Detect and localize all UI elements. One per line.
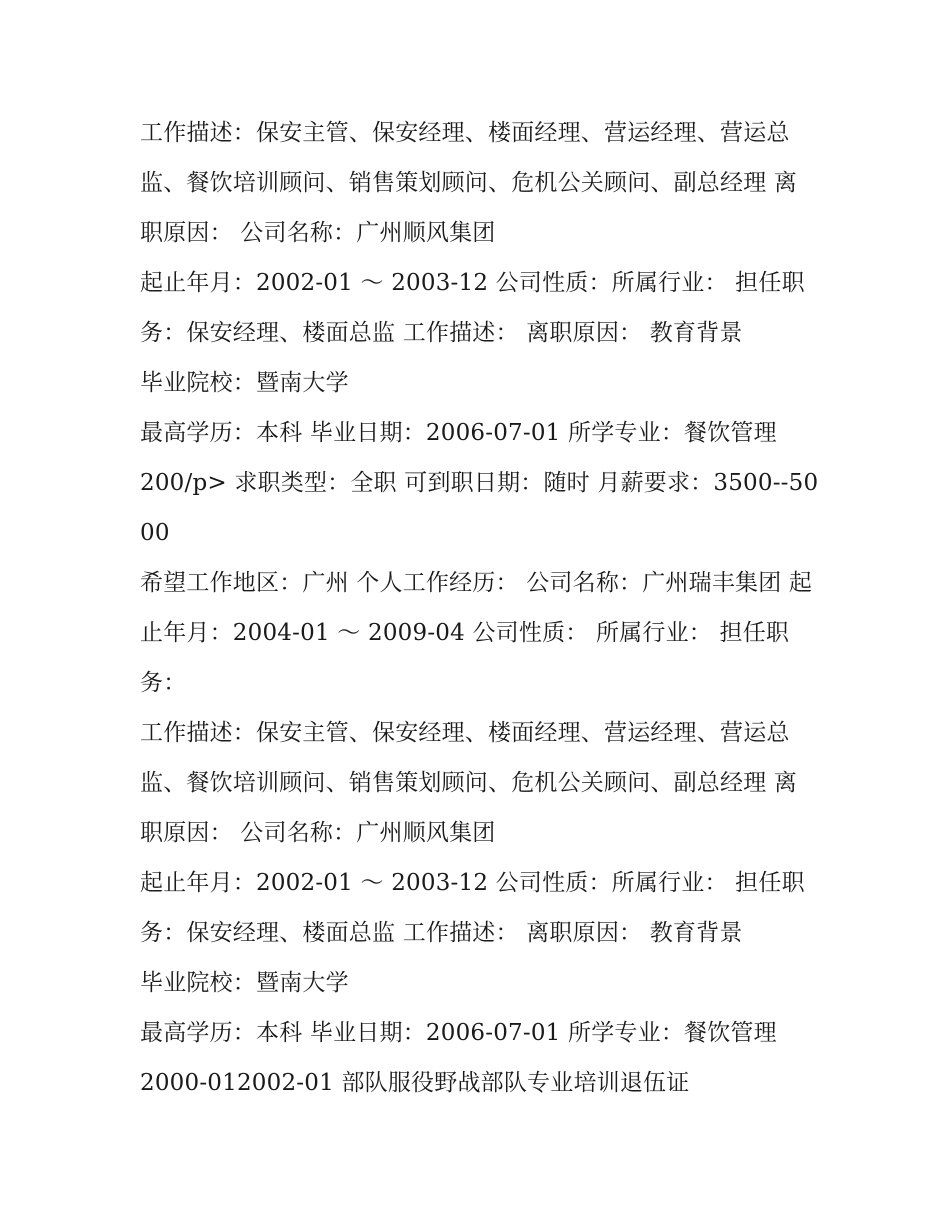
paragraph-military-training: 2000-012002-01 部队服役野战部队专业培训退伍证	[140, 1070, 690, 1096]
paragraph-job-intent: 200/p> 求职类型：全职 可到职日期：随时 月薪要求：3500--5000	[140, 470, 819, 546]
paragraph-school: 毕业院校：暨南大学	[140, 970, 349, 996]
paragraph-education: 最高学历：本科 毕业日期：2006-07-01 所学专业：餐饮管理	[140, 420, 777, 446]
paragraph-work-history: 希望工作地区：广州 个人工作经历： 公司名称：广州瑞丰集团 起止年月：2004-01 ～ 2009-04 公司性质： 所属行业： 担任职务：	[140, 570, 813, 696]
paragraph-work-description: 工作描述：保安主管、保安经理、楼面经理、营运经理、营运总监、餐饮培训顾问、销售策划顾问、危机公关顾问、副总经理 离职原因： 公司名称：广州顺风集团	[140, 720, 798, 846]
paragraph-school: 毕业院校：暨南大学	[140, 370, 349, 396]
paragraph-employment-dates: 起止年月：2002-01 ～ 2003-12 公司性质：所属行业： 担任职务：保安经理、楼面总监 工作描述： 离职原因： 教育背景	[140, 870, 805, 946]
paragraph-employment-dates: 起止年月：2002-01 ～ 2003-12 公司性质：所属行业： 担任职务：保安经理、楼面总监 工作描述： 离职原因： 教育背景	[140, 270, 805, 346]
paragraph-education: 最高学历：本科 毕业日期：2006-07-01 所学专业：餐饮管理	[140, 1020, 777, 1046]
document-body	[140, 108, 820, 1108]
paragraph-work-description: 工作描述：保安主管、保安经理、楼面经理、营运经理、营运总监、餐饮培训顾问、销售策划顾问、危机公关顾问、副总经理 离职原因： 公司名称：广州顺风集团	[140, 120, 798, 246]
